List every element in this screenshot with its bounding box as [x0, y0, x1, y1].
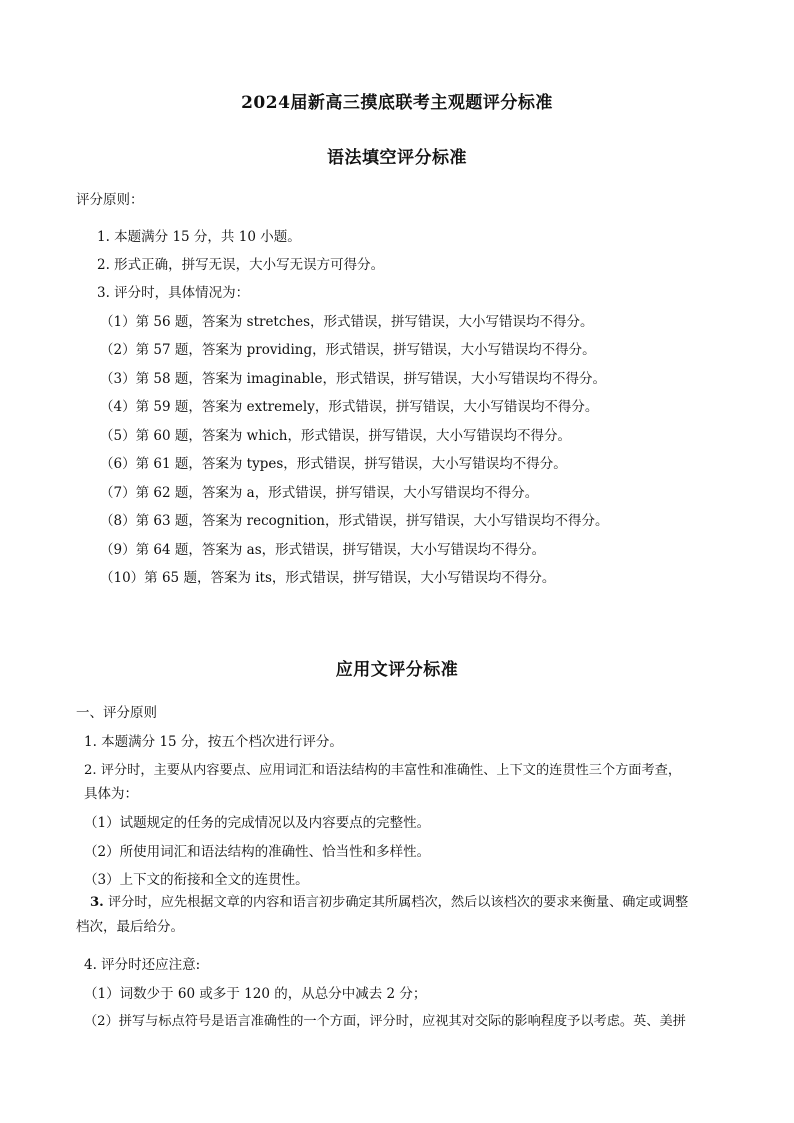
writing-line: 具体为： — [84, 786, 138, 802]
main-title: 2024届新高三摸底联考主观题评分标准 — [241, 93, 553, 113]
item-3-number: 3. — [90, 895, 104, 910]
writing-line: 3. 评分时，应先根据文章的内容和语言初步确定其所属档次，然后以该档次的要求来衡量、确定或调整 — [90, 895, 689, 910]
writing-line: （3）上下文的衔接和全文的连贯性。 — [84, 872, 309, 888]
answer-line: （2）第 57 题，答案为 providing，形式错误，拼写错误，大小写错误均不得分。 — [100, 342, 596, 358]
answer-line: （9）第 64 题，答案为 as，形式错误，拼写错误，大小写错误均不得分。 — [100, 542, 546, 558]
rule-2: 2. 形式正确，拼写无误，大小写无误方可得分。 — [97, 257, 385, 273]
answer-line: （7）第 62 题，答案为 a，形式错误，拼写错误，大小写错误均不得分。 — [100, 485, 539, 501]
answer-line: （5）第 60 题，答案为 which，形式错误，拼写错误，大小写错误均不得分。 — [100, 428, 571, 444]
answer-line: （3）第 58 题，答案为 imaginable，形式错误，拼写错误，大小写错误均不得分。 — [100, 371, 606, 387]
writing-line: （2）所使用词汇和语法结构的准确性、恰当性和多样性。 — [84, 844, 431, 860]
answer-line: （10）第 65 题，答案为 its，形式错误，拼写错误，大小写错误均不得分。 — [100, 570, 556, 586]
answer-line: （1）第 56 题，答案为 stretches，形式错误，拼写错误，大小写错误均不得分。 — [100, 314, 594, 330]
writing-line: （2）拼写与标点符号是语言准确性的一个方面，评分时，应视其对交际的影响程度予以考虑。英、美拼 — [84, 1014, 686, 1029]
rule-1: 1. 本题满分 15 分，共 10 小题。 — [97, 229, 301, 245]
writing-line: 1. 本题满分 15 分，按五个档次进行评分。 — [84, 734, 343, 750]
section2-heading: 一、评分原则 — [76, 705, 157, 721]
writing-line: 2. 评分时，主要从内容要点、应用词汇和语法结构的丰富性和准确性、上下文的连贯性三个方面考查， — [84, 763, 682, 778]
section-title-grammar: 语法填空评分标准 — [327, 148, 467, 168]
answer-line: （6）第 61 题，答案为 types，形式错误，拼写错误，大小写错误均不得分。 — [100, 456, 567, 472]
writing-line: （1）试题规定的任务的完成情况以及内容要点的完整性。 — [84, 815, 431, 831]
writing-line: 档次，最后给分。 — [76, 919, 184, 935]
writing-line: 4. 评分时还应注意: — [84, 957, 201, 973]
principle-label: 评分原则： — [76, 192, 144, 208]
answer-line: （8）第 63 题，答案为 recognition，形式错误，拼写错误，大小写错误均不得分。 — [100, 513, 609, 529]
rule-3: 3. 评分时，具体情况为： — [97, 285, 250, 301]
writing-line: （1）词数少于 60 或多于 120 的，从总分中减去 2 分； — [84, 986, 427, 1002]
section-title-writing: 应用文评分标准 — [335, 660, 459, 680]
answer-line: （4）第 59 题，答案为 extremely，形式错误，拼写错误，大小写错误均不得分。 — [100, 399, 599, 415]
